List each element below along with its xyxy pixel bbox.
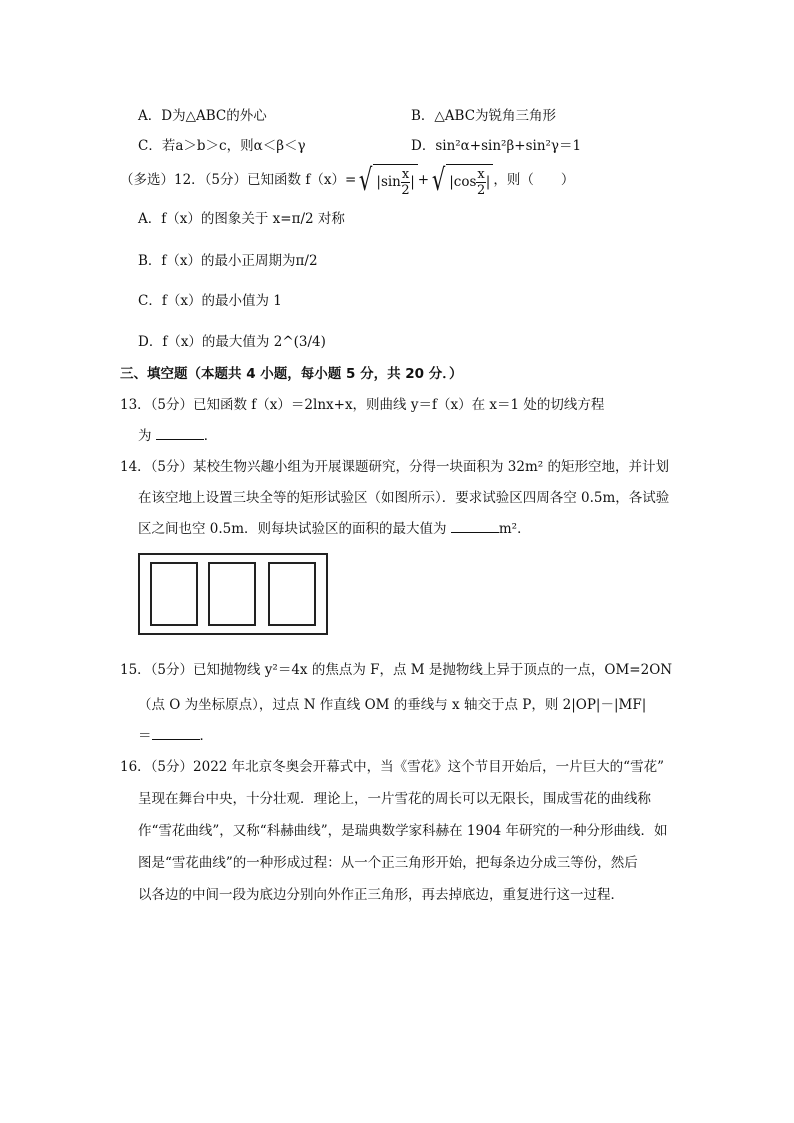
sin-label: sin bbox=[380, 174, 401, 190]
q12-function-name: f（x）= bbox=[305, 172, 357, 188]
fraction-x-over-2: $\frac{x}{2}$ bbox=[476, 167, 486, 198]
option-text: △ABC为锐角三角形 bbox=[434, 108, 557, 124]
q16-line-3: 作“雪花曲线”，又称“科赫曲线”，是瑞典数学家科赫在 1904 年研究的一种分形曲线．如 bbox=[138, 823, 668, 839]
q12-option-c: C．f（x）的最小值为 1 bbox=[138, 293, 282, 309]
q14-line-3: 区之间也空 0.5m．则每块试验区的面积的最大值为 m²． bbox=[138, 521, 531, 537]
fraction-x-over-2: $\frac{x}{2}$ bbox=[401, 167, 410, 198]
q13-line-1: 13．（5分）已知函数 f（x）＝2lnx+x，则曲线 y＝f（x）在 x＝1 处的切线方程 bbox=[120, 397, 605, 413]
test-plot-2 bbox=[208, 562, 256, 626]
option-text: D为△ABC的外心 bbox=[161, 108, 267, 124]
q12-stem: （多选）12．（5分）已知函数 f（x）=√ |sin $\frac{x}{2}$ | +√ |cos $\frac{x}{2}$ | ，则（ ） bbox=[120, 162, 575, 198]
q11-option-b bbox=[411, 104, 556, 124]
test-plot-3 bbox=[268, 562, 316, 626]
q12-option-a: A．f（x）的图象关于 x=π/2 对称 bbox=[138, 211, 345, 227]
q15-line-3: ＝ ． bbox=[138, 728, 213, 744]
answer-blank bbox=[156, 427, 204, 440]
option-label: D． bbox=[411, 138, 436, 154]
q13-line-2: 为 ． bbox=[138, 428, 218, 444]
q16-line-1: 16．（5分）2022 年北京冬奥会开幕式中，当《雪花》这个节目开始后，一片巨大的“雪花” bbox=[120, 759, 664, 775]
section-heading: 三、填空题（本题共 4 小题，每小题 5 分，共 20 分．） bbox=[120, 366, 463, 382]
option-text: sin²α+sin²β+sin²γ＝1 bbox=[435, 138, 582, 154]
sqrt-sin: |sin $\frac{x}{2}$ | bbox=[373, 164, 417, 197]
answer-blank bbox=[451, 520, 499, 533]
q16-line-2: 呈现在舞台中央，十分壮观．理论上，一片雪花的周长可以无限长，围成雪花的曲线称 bbox=[138, 791, 651, 807]
option-label: B． bbox=[411, 108, 435, 124]
option-label: A． bbox=[138, 108, 162, 124]
q11-option-d bbox=[411, 134, 581, 154]
option-label: C． bbox=[138, 138, 162, 154]
option-text: 若a＞b＞c，则α＜β＜γ bbox=[161, 138, 306, 154]
q16-line-4: 图是“雪花曲线”的一种形成过程：从一个正三角形开始，把每条边分成三等份，然后 bbox=[138, 855, 638, 871]
sqrt-sign: √ bbox=[431, 162, 446, 198]
q11-option-c bbox=[138, 134, 306, 154]
cos-label: cos bbox=[453, 174, 477, 190]
answer-blank bbox=[152, 727, 200, 740]
q11-option-a bbox=[138, 104, 267, 124]
test-plot-1 bbox=[150, 562, 198, 626]
q14-line-1: 14．（5分）某校生物兴趣小组为开展课题研究，分得一块面积为 32m² 的矩形空地，并计划 bbox=[120, 459, 669, 475]
sqrt-sign: √ bbox=[359, 162, 373, 198]
q14-line-2: 在该空地上设置三块全等的矩形试验区（如图所示）．要求试验区四周各空 0.5m，各试验 bbox=[138, 490, 670, 506]
sqrt-cos: |cos $\frac{x}{2}$ | bbox=[446, 164, 493, 197]
q15-line-1: 15．（5分）已知抛物线 y²＝4x 的焦点为 F，点 M 是抛物线上异于顶点的一点，OM=2ON bbox=[120, 662, 673, 678]
q12-suffix: ，则（ ） bbox=[493, 172, 575, 188]
q12-option-d: D．f（x）的最大值为 2^(3/4) bbox=[138, 334, 326, 350]
q16-line-5: 以各边的中间一段为底边分别向外作正三角形，再去掉底边，重复进行这一过程． bbox=[138, 887, 624, 903]
q12-option-b: B．f（x）的最小正周期为π/2 bbox=[138, 253, 318, 269]
q12-prefix: （多选）12．（5分）已知函数 bbox=[120, 172, 302, 188]
field-diagram bbox=[138, 553, 328, 635]
q15-line-2: （点 O 为坐标原点），过点 N 作直线 OM 的垂线与 x 轴交于点 P，则 2|OP|－|MF| bbox=[138, 697, 647, 713]
